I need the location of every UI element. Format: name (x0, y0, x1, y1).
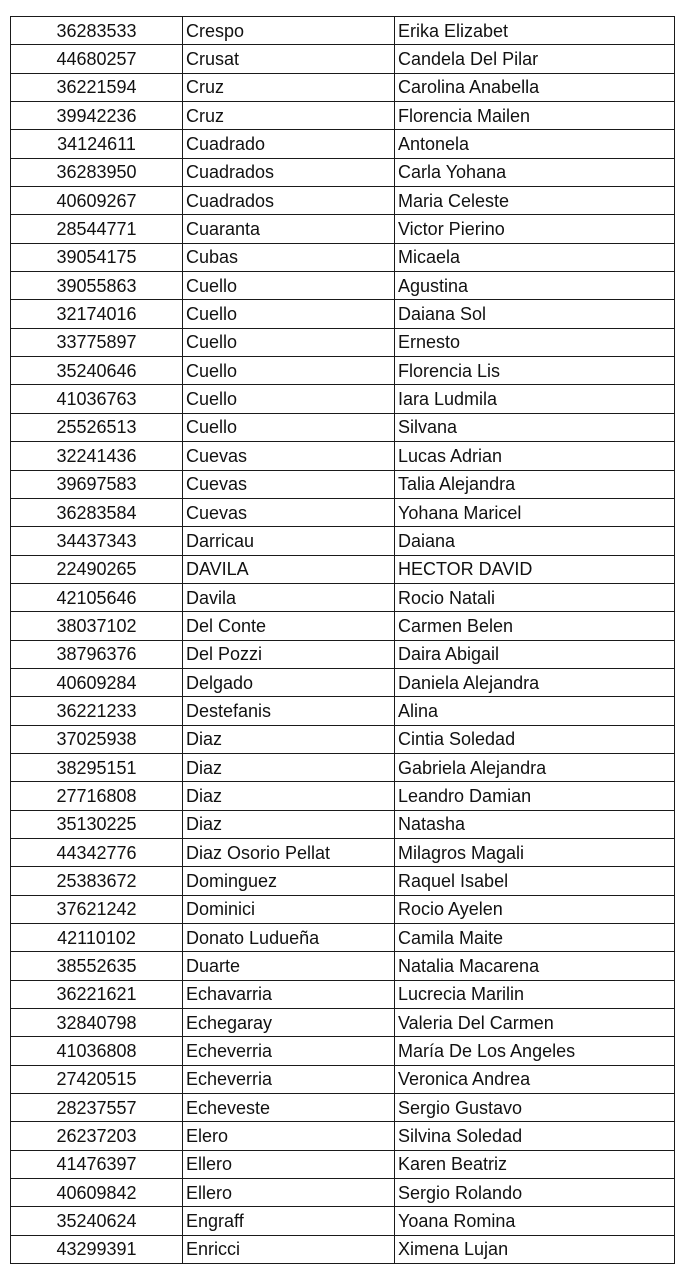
id-cell: 36283533 (11, 17, 183, 45)
given-name-cell: Maria Celeste (395, 187, 675, 215)
table-row (11, 612, 675, 640)
given-name-cell: Candela Del Pilar (395, 45, 675, 73)
given-name-cell: Natalia Macarena (395, 952, 675, 980)
given-name-cell: Carmen Belen (395, 612, 675, 640)
table-row (11, 73, 675, 101)
given-name-cell: Cintia Soledad (395, 725, 675, 753)
table-row (11, 1122, 675, 1150)
given-name-cell: Alina (395, 697, 675, 725)
given-name-cell: Karen Beatriz (395, 1150, 675, 1178)
given-name-cell: Yohana Maricel (395, 498, 675, 526)
given-name-cell: María De Los Angeles (395, 1037, 675, 1065)
table-row (11, 555, 675, 583)
given-name-cell: Veronica Andrea (395, 1065, 675, 1093)
given-name-cell: Rocio Natali (395, 583, 675, 611)
table-row (11, 300, 675, 328)
table-row (11, 1235, 675, 1263)
given-name-cell: Carla Yohana (395, 158, 675, 186)
given-name-cell: Lucrecia Marilin (395, 980, 675, 1008)
surname-cell: Cuello (183, 385, 395, 413)
surname-cell: Cuadrados (183, 187, 395, 215)
given-name-cell: Camila Maite (395, 924, 675, 952)
given-name-cell: Daira Abigail (395, 640, 675, 668)
table-row (11, 1009, 675, 1037)
table-row (11, 1207, 675, 1235)
surname-cell: Echeveste (183, 1094, 395, 1122)
given-name-cell: Silvana (395, 413, 675, 441)
id-cell: 36283584 (11, 498, 183, 526)
id-cell: 27716808 (11, 782, 183, 810)
table-row (11, 838, 675, 866)
given-name-cell: HECTOR DAVID (395, 555, 675, 583)
surname-cell: Cruz (183, 73, 395, 101)
table-row (11, 102, 675, 130)
table-row (11, 867, 675, 895)
given-name-cell: Gabriela Alejandra (395, 753, 675, 781)
surname-cell: Dominici (183, 895, 395, 923)
table-row (11, 158, 675, 186)
given-name-cell: Raquel Isabel (395, 867, 675, 895)
id-cell: 44342776 (11, 838, 183, 866)
surname-cell: Delgado (183, 668, 395, 696)
surname-cell: Cuello (183, 300, 395, 328)
id-cell: 39054175 (11, 243, 183, 271)
table-row (11, 1094, 675, 1122)
surname-cell: Echeverria (183, 1037, 395, 1065)
document-page (10, 16, 674, 1264)
table-row (11, 328, 675, 356)
id-cell: 40609267 (11, 187, 183, 215)
given-name-cell: Rocio Ayelen (395, 895, 675, 923)
surname-cell: Davila (183, 583, 395, 611)
surname-cell: Del Pozzi (183, 640, 395, 668)
id-cell: 40609842 (11, 1179, 183, 1207)
id-cell: 32241436 (11, 442, 183, 470)
id-cell: 44680257 (11, 45, 183, 73)
table-row (11, 1179, 675, 1207)
id-cell: 27420515 (11, 1065, 183, 1093)
surname-cell: Ellero (183, 1179, 395, 1207)
id-cell: 22490265 (11, 555, 183, 583)
surname-cell: Echavarria (183, 980, 395, 1008)
surname-cell: Diaz (183, 810, 395, 838)
table-row (11, 1065, 675, 1093)
surname-cell: Engraff (183, 1207, 395, 1235)
surname-cell: Cuevas (183, 470, 395, 498)
table-row (11, 952, 675, 980)
given-name-cell: Natasha (395, 810, 675, 838)
id-cell: 40609284 (11, 668, 183, 696)
surname-cell: Cuadrado (183, 130, 395, 158)
id-cell: 41036763 (11, 385, 183, 413)
id-cell: 33775897 (11, 328, 183, 356)
table-row (11, 753, 675, 781)
id-cell: 43299391 (11, 1235, 183, 1263)
surname-cell: Cuello (183, 272, 395, 300)
id-cell: 32174016 (11, 300, 183, 328)
surname-cell: Crespo (183, 17, 395, 45)
surname-cell: Diaz (183, 725, 395, 753)
id-cell: 37025938 (11, 725, 183, 753)
table-row (11, 725, 675, 753)
table-row (11, 385, 675, 413)
table-row (11, 45, 675, 73)
given-name-cell: Iara Ludmila (395, 385, 675, 413)
given-name-cell: Erika Elizabet (395, 17, 675, 45)
surname-cell: Crusat (183, 45, 395, 73)
id-cell: 28544771 (11, 215, 183, 243)
given-name-cell: Florencia Lis (395, 357, 675, 385)
table-row (11, 187, 675, 215)
id-cell: 39942236 (11, 102, 183, 130)
id-cell: 35130225 (11, 810, 183, 838)
id-cell: 41476397 (11, 1150, 183, 1178)
given-name-cell: Milagros Magali (395, 838, 675, 866)
given-name-cell: Carolina Anabella (395, 73, 675, 101)
surname-cell: Cuello (183, 328, 395, 356)
given-name-cell: Lucas Adrian (395, 442, 675, 470)
id-cell: 37621242 (11, 895, 183, 923)
id-cell: 25526513 (11, 413, 183, 441)
id-cell: 35240624 (11, 1207, 183, 1235)
given-name-cell: Yoana Romina (395, 1207, 675, 1235)
id-cell: 36221233 (11, 697, 183, 725)
surname-cell: Echegaray (183, 1009, 395, 1037)
surname-cell: Destefanis (183, 697, 395, 725)
given-name-cell: Daiana Sol (395, 300, 675, 328)
id-cell: 42105646 (11, 583, 183, 611)
id-cell: 38295151 (11, 753, 183, 781)
surname-cell: DAVILA (183, 555, 395, 583)
given-name-cell: Antonela (395, 130, 675, 158)
given-name-cell: Daiana (395, 527, 675, 555)
surname-cell: Cuevas (183, 498, 395, 526)
table-row (11, 583, 675, 611)
id-cell: 39055863 (11, 272, 183, 300)
surname-cell: Diaz (183, 753, 395, 781)
surname-cell: Cuevas (183, 442, 395, 470)
given-name-cell: Agustina (395, 272, 675, 300)
table-row (11, 215, 675, 243)
id-cell: 36283950 (11, 158, 183, 186)
table-row (11, 668, 675, 696)
table-row (11, 442, 675, 470)
id-cell: 41036808 (11, 1037, 183, 1065)
id-cell: 42110102 (11, 924, 183, 952)
table-row (11, 130, 675, 158)
given-name-cell: Silvina Soledad (395, 1122, 675, 1150)
surname-cell: Diaz Osorio Pellat (183, 838, 395, 866)
id-cell: 34124611 (11, 130, 183, 158)
table-row (11, 895, 675, 923)
table-row (11, 697, 675, 725)
given-name-cell: Florencia Mailen (395, 102, 675, 130)
surname-cell: Donato Ludueña (183, 924, 395, 952)
table-row (11, 924, 675, 952)
given-name-cell: Victor Pierino (395, 215, 675, 243)
id-cell: 38037102 (11, 612, 183, 640)
given-name-cell: Valeria Del Carmen (395, 1009, 675, 1037)
table-row (11, 640, 675, 668)
id-cell: 28237557 (11, 1094, 183, 1122)
id-cell: 34437343 (11, 527, 183, 555)
surname-cell: Del Conte (183, 612, 395, 640)
surname-cell: Cruz (183, 102, 395, 130)
surname-cell: Darricau (183, 527, 395, 555)
surname-cell: Duarte (183, 952, 395, 980)
surname-cell: Cuello (183, 413, 395, 441)
surname-cell: Elero (183, 1122, 395, 1150)
id-cell: 35240646 (11, 357, 183, 385)
given-name-cell: Leandro Damian (395, 782, 675, 810)
surname-cell: Cubas (183, 243, 395, 271)
surname-cell: Cuello (183, 357, 395, 385)
surname-cell: Echeverria (183, 1065, 395, 1093)
given-name-cell: Micaela (395, 243, 675, 271)
id-cell: 38796376 (11, 640, 183, 668)
surname-cell: Dominguez (183, 867, 395, 895)
table-row (11, 1150, 675, 1178)
id-cell: 26237203 (11, 1122, 183, 1150)
table-row (11, 782, 675, 810)
roster-table-body (11, 17, 675, 1264)
given-name-cell: Ernesto (395, 328, 675, 356)
table-row (11, 1037, 675, 1065)
id-cell: 36221621 (11, 980, 183, 1008)
id-cell: 32840798 (11, 1009, 183, 1037)
id-cell: 39697583 (11, 470, 183, 498)
surname-cell: Diaz (183, 782, 395, 810)
surname-cell: Cuaranta (183, 215, 395, 243)
id-cell: 25383672 (11, 867, 183, 895)
table-row (11, 413, 675, 441)
surname-cell: Cuadrados (183, 158, 395, 186)
table-row (11, 470, 675, 498)
surname-cell: Ellero (183, 1150, 395, 1178)
id-cell: 36221594 (11, 73, 183, 101)
given-name-cell: Daniela Alejandra (395, 668, 675, 696)
table-row (11, 498, 675, 526)
given-name-cell: Sergio Rolando (395, 1179, 675, 1207)
table-row (11, 243, 675, 271)
table-row (11, 17, 675, 45)
given-name-cell: Sergio Gustavo (395, 1094, 675, 1122)
table-row (11, 357, 675, 385)
roster-table (10, 16, 675, 1264)
given-name-cell: Talia Alejandra (395, 470, 675, 498)
surname-cell: Enricci (183, 1235, 395, 1263)
table-row (11, 810, 675, 838)
table-row (11, 527, 675, 555)
table-row (11, 980, 675, 1008)
given-name-cell: Ximena Lujan (395, 1235, 675, 1263)
id-cell: 38552635 (11, 952, 183, 980)
table-row (11, 272, 675, 300)
